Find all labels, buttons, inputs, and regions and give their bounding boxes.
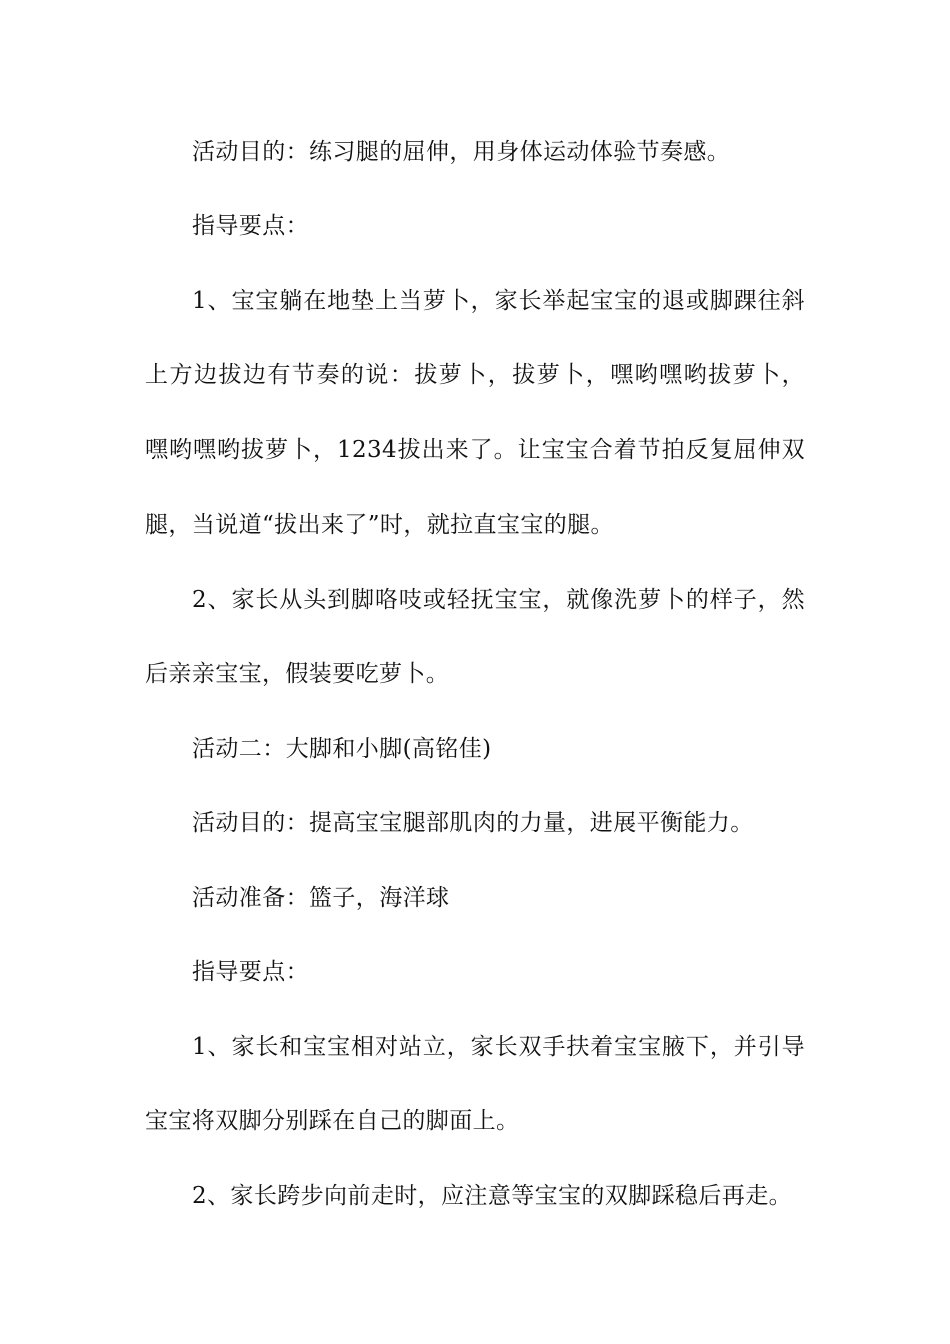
paragraph-activity-preparation: 活动准备：篮子，海洋球 (192, 885, 450, 911)
paragraph-activity-goal-1: 活动目的：练习腿的屈伸，用身体运动体验节奏感。 (192, 139, 731, 165)
paragraph-step-1-line-4: 腿，当说道“拔出来了”时，就拉直宝宝的腿。 (145, 512, 614, 538)
paragraph-step-4-line-1: 2、家长跨步向前走时，应注意等宝宝的双脚踩稳后再走。 (192, 1183, 793, 1209)
paragraph-step-1-line-1: 1、宝宝躺在地垫上当萝卜，家长举起宝宝的退或脚踝往斜 (192, 288, 805, 314)
paragraph-step-1-line-3: 嘿哟嘿哟拔萝卜，1234拔出来了。让宝宝合着节拍反复屈伸双 (145, 437, 805, 463)
paragraph-activity-two-title: 活动二：大脚和小脚(高铭佳) (192, 736, 492, 762)
paragraph-step-1-line-2: 上方边拔边有节奏的说：拔萝卜，拔萝卜，嘿哟嘿哟拔萝卜， (145, 362, 805, 388)
paragraph-step-2-line-2: 后亲亲宝宝，假装要吃萝卜。 (145, 661, 450, 687)
paragraph-step-2-line-1: 2、家长从头到脚咯吱或轻抚宝宝，就像洗萝卜的样子，然 (192, 587, 805, 613)
paragraph-guidance-heading-1: 指导要点： (192, 213, 309, 239)
paragraph-guidance-heading-2: 指导要点： (192, 959, 309, 985)
paragraph-step-3-line-2: 宝宝将双脚分别踩在自己的脚面上。 (145, 1108, 520, 1134)
paragraph-activity-goal-2: 活动目的：提高宝宝腿部肌肉的力量，进展平衡能力。 (192, 810, 754, 836)
paragraph-step-3-line-1: 1、家长和宝宝相对站立，家长双手扶着宝宝腋下，并引导 (192, 1034, 805, 1060)
